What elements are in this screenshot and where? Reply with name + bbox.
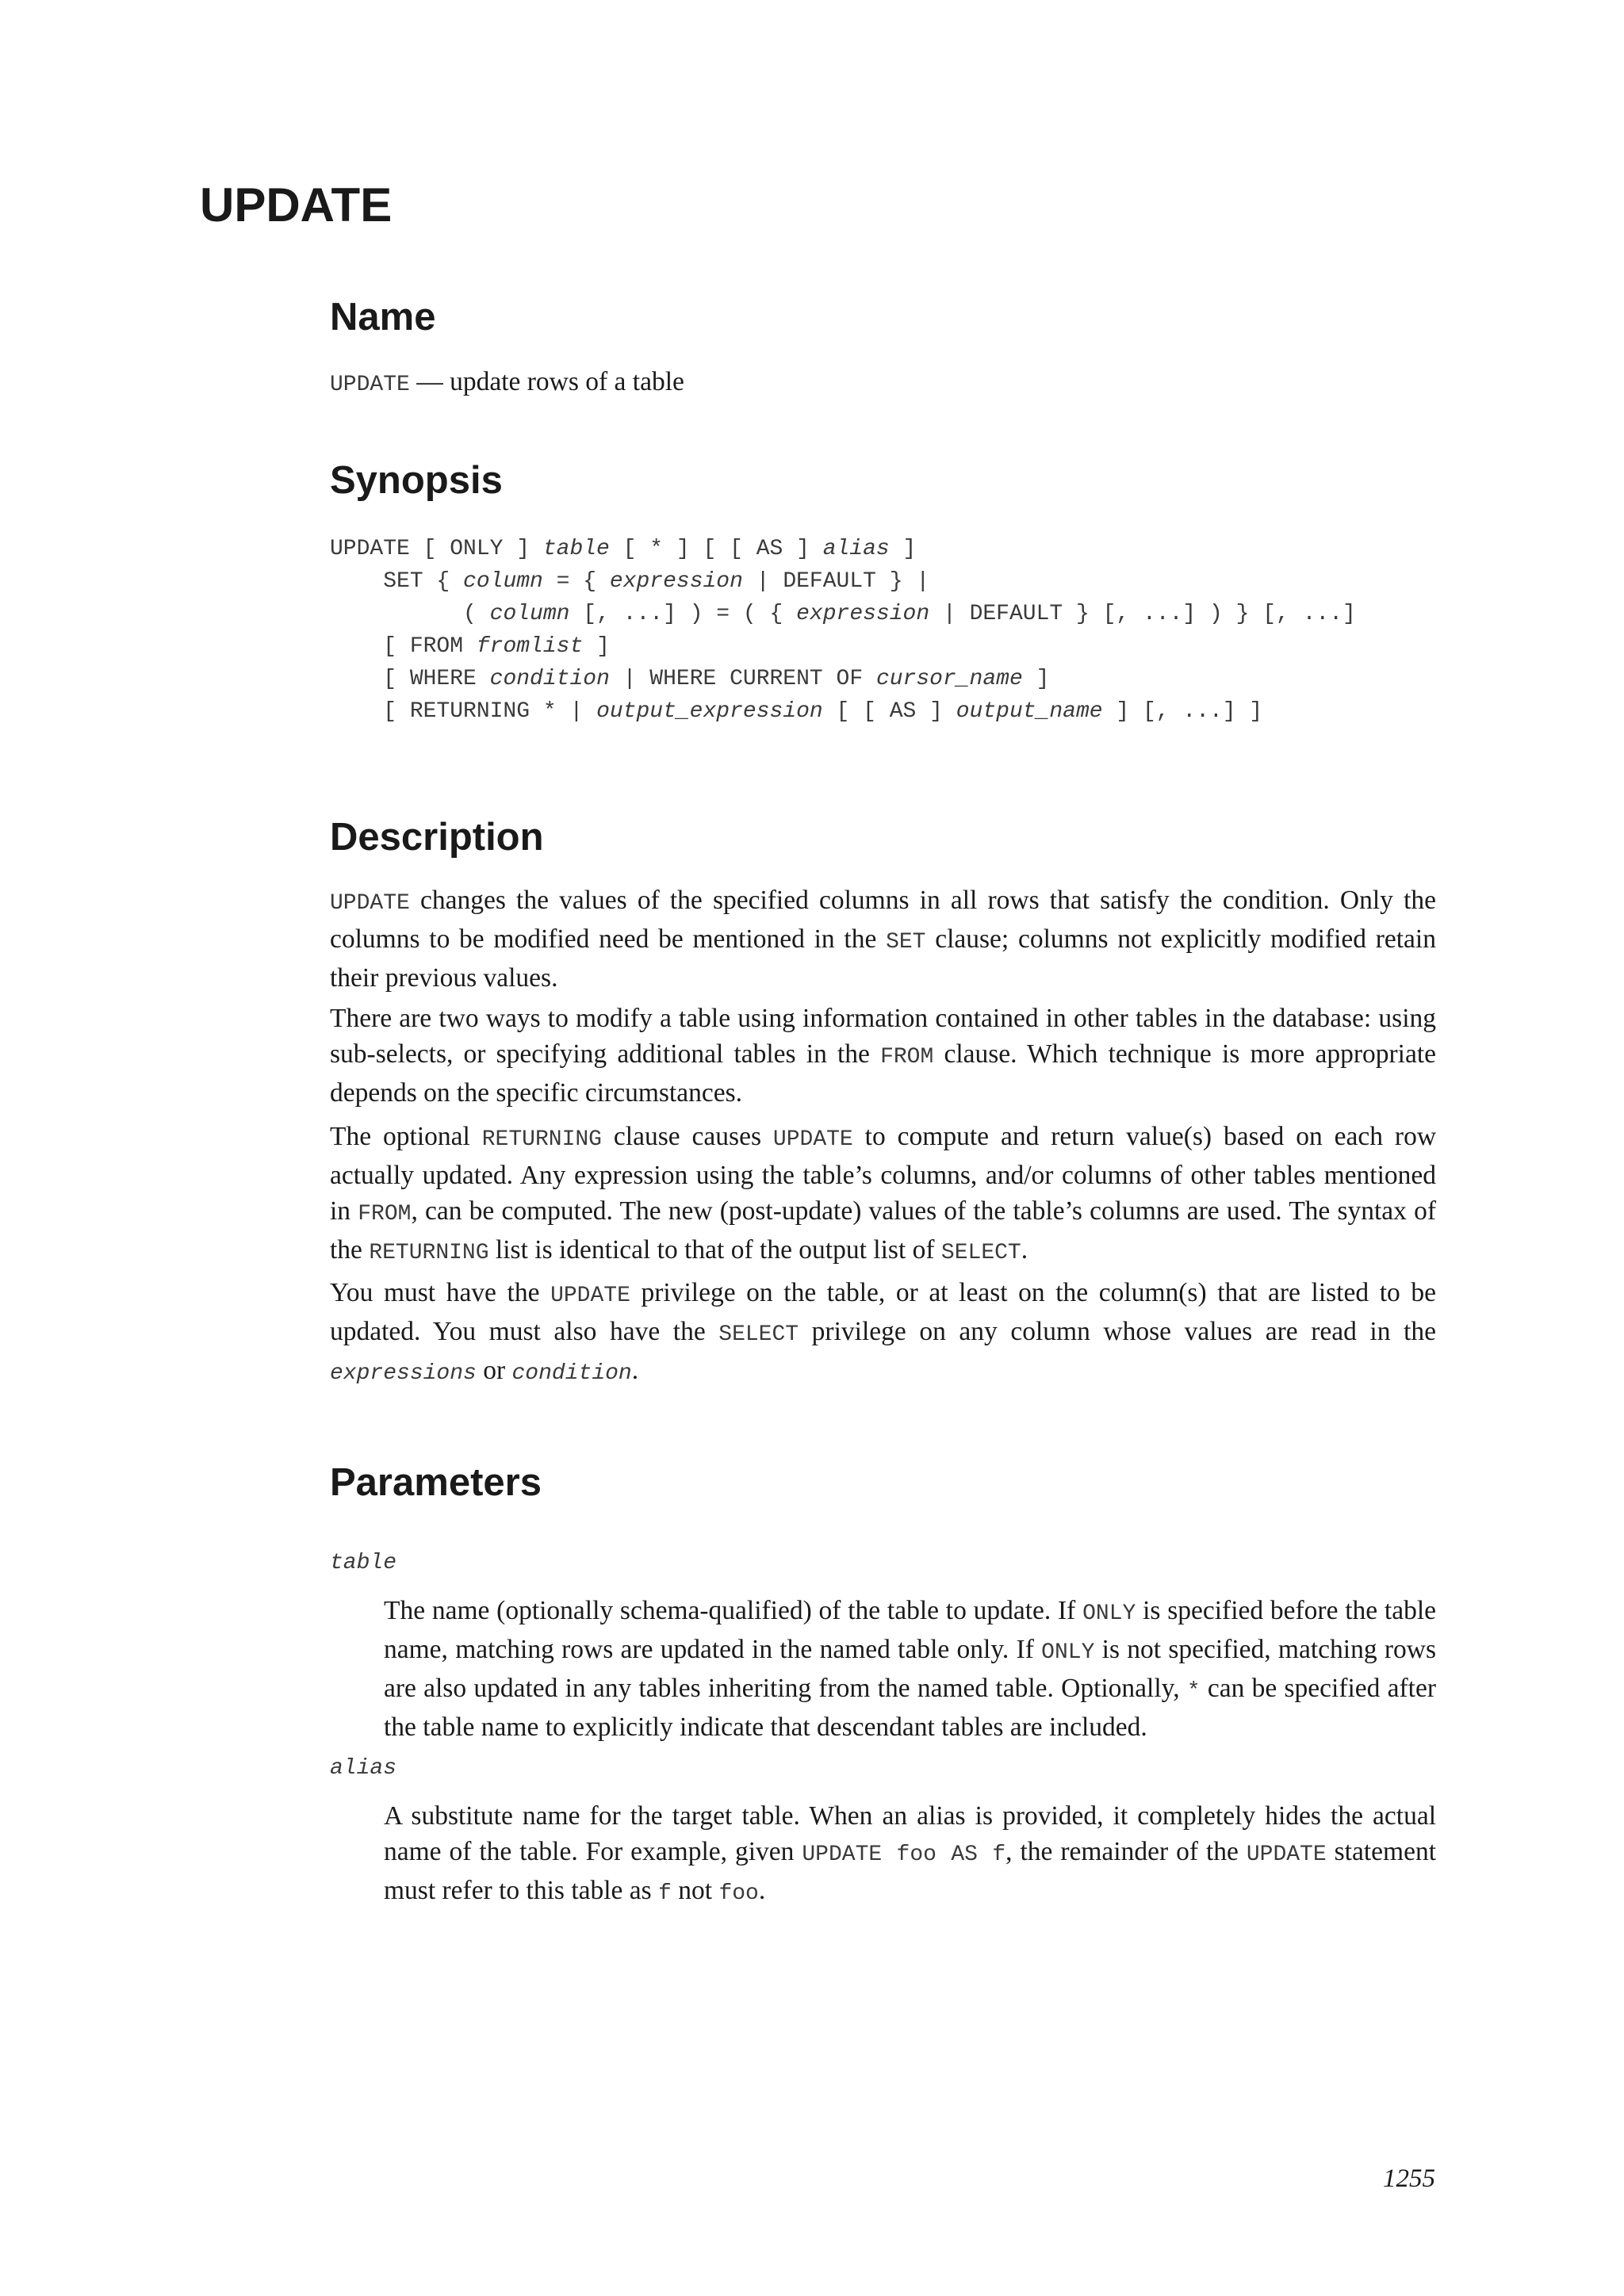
inline-code: SELECT xyxy=(718,1322,799,1347)
parameter-term-table: table xyxy=(330,1551,397,1575)
synopsis-code xyxy=(330,533,1356,728)
synopsis-placeholder: cursor_name xyxy=(875,667,1023,691)
synopsis-placeholder: fromlist xyxy=(476,634,584,659)
description-paragraph-2: There are two ways to modify a table using information contained in other tables in the database: using sub-selects, or specifying additional tables in the FROM clause. Which technique is more appropriate depends on the specific circumstances. xyxy=(330,1004,1436,1108)
inline-code: * xyxy=(1186,1679,1201,1704)
synopsis-placeholder: expression xyxy=(609,569,743,594)
synopsis-placeholder: condition xyxy=(489,667,610,691)
inline-code: UPDATE xyxy=(772,1127,853,1152)
inline-code: FROM xyxy=(880,1045,934,1070)
parameters-heading: Parameters xyxy=(330,1461,542,1504)
parameter-term-alias: alias xyxy=(330,1756,397,1781)
command-name: UPDATE xyxy=(330,373,410,397)
parameter-definition-alias: A substitute name for the target table. When an alias is provided, it completely hides the actual name of the table. For example, given UPDATE foo AS f, the remainder of the UPDATE statement must refer to this table as f not foo. xyxy=(384,1801,1436,1906)
inline-code: UPDATE foo AS f xyxy=(802,1843,1006,1867)
inline-code: UPDATE xyxy=(1246,1843,1327,1867)
synopsis-placeholder: column xyxy=(463,569,543,594)
synopsis-placeholder: alias xyxy=(822,537,890,561)
synopsis-line: [ FROM fromlist ] xyxy=(330,634,610,659)
synopsis-placeholder: expression xyxy=(796,602,930,626)
name-line xyxy=(330,364,1436,403)
inline-code: ONLY xyxy=(1082,1601,1136,1626)
name-heading: Name xyxy=(330,296,436,339)
inline-code: f xyxy=(658,1881,672,1906)
inline-code: foo xyxy=(718,1881,759,1906)
inline-code-italic: condition xyxy=(511,1361,632,1386)
inline-code: RETURNING xyxy=(369,1241,489,1265)
inline-code: RETURNING xyxy=(481,1127,602,1152)
description-paragraph-4: You must have the UPDATE privilege on the table, or at least on the column(s) that are listed to be updated. You must also have the SELECT privilege on any column whose values are read in the expressions or condition. xyxy=(330,1278,1436,1386)
synopsis-placeholder: output_name xyxy=(956,699,1103,724)
parameter-definition-table: The name (optionally schema-qualified) of the table to update. If ONLY is specified before the table name, matching rows are updated in the named table only. If ONLY is not specified, matching rows are also updated in any tables inheriting from the named table. Optionally, * can be specified after the table name to explicitly indicate that descendant tables are included. xyxy=(384,1596,1436,1742)
inline-code: SELECT xyxy=(940,1241,1021,1265)
synopsis-heading: Synopsis xyxy=(330,459,503,502)
inline-code: UPDATE xyxy=(550,1284,630,1308)
description-heading: Description xyxy=(330,816,544,859)
synopsis-line: UPDATE [ ONLY ] table [ * ] [ [ AS ] alias ] xyxy=(330,537,917,561)
synopsis-line: [ RETURNING * | output_expression [ [ AS ] output_name ] [, ...] ] xyxy=(330,699,1263,724)
description-paragraph-1: UPDATE changes the values of the specified columns in all rows that satisfy the condition. Only the columns to be modified need be mentioned in the SET clause; columns not explicitly modified retain their previous values. xyxy=(330,886,1436,993)
inline-code: SET xyxy=(886,930,926,955)
synopsis-line: [ WHERE condition | WHERE CURRENT OF cursor_name ] xyxy=(330,667,1050,691)
command-purpose: — update rows of a table xyxy=(416,367,684,396)
inline-code: ONLY xyxy=(1041,1640,1095,1665)
description-paragraph-3: The optional RETURNING clause causes UPDATE to compute and return value(s) based on each row actually updated. Any expression using the table’s columns, and/or columns of other tables mentioned in FROM, can be computed. The new (post-update) values of the table’s columns are used. The syntax of the RETURNING list is identical to that of the output list of SELECT. xyxy=(330,1122,1437,1265)
page-title: UPDATE xyxy=(200,178,393,232)
inline-code: FROM xyxy=(358,1202,412,1226)
synopsis-placeholder: output_expression xyxy=(596,699,823,724)
inline-code: UPDATE xyxy=(330,891,410,916)
synopsis-placeholder: column xyxy=(489,602,570,626)
inline-code-italic: expressions xyxy=(330,1361,477,1386)
page-number: 1255 xyxy=(1383,2164,1435,2193)
synopsis-placeholder: table xyxy=(542,537,610,561)
synopsis-line: SET { column = { expression | DEFAULT } | xyxy=(330,569,930,594)
synopsis-line: ( column [, ...] ) = ( { expression | DEFAULT } [, ...] ) } [, ...] xyxy=(330,602,1356,626)
